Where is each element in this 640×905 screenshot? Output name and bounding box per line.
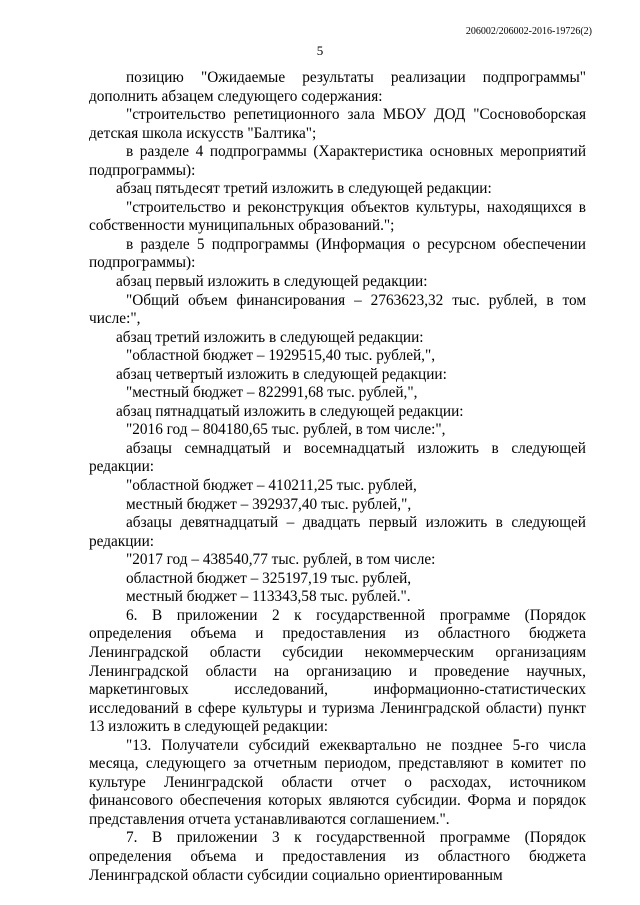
paragraph-fifteenth: абзац пятнадцатый изложить в следующей редакции: (116, 402, 464, 420)
paragraph-rehearsal-hall: "строительство репетиционного зала МБОУ ДОД "Сосновоборская детская школа искусств "Балтика"; (89, 106, 586, 142)
paragraph-item-7: 7. В приложении 3 к государственной программе (Порядок определения объема и предоставления из областного бюджета Ленинградской области субсидии социально ориентированным (89, 829, 586, 884)
paragraph-seventeenth: абзацы семнадцатый и восемнадцатый изложить в следующей редакции: (89, 439, 586, 476)
paragraph-local-2017: местный бюджет – 113343,58 тыс. рублей.". (126, 588, 411, 606)
paragraph-local-budget: "местный бюджет – 822991,68 тыс. рублей,", (126, 384, 418, 402)
paragraph-regional-2016: "областной бюджет – 410211,25 тыс. рублей, (126, 477, 417, 495)
paragraph-fifty-third: абзац пятьдесят третий изложить в следующей редакции: (116, 180, 492, 198)
page-number: 5 (316, 43, 324, 58)
paragraph-expected-results: позицию "Ожидаемые результаты реализации подпрограммы" дополнить абзацем следующего содержания: (89, 69, 586, 105)
paragraph-2016: "2016 год – 804180,65 тыс. рублей, в том числе:", (126, 421, 446, 439)
paragraph-regional-2017: областной бюджет – 325197,19 тыс. рублей, (126, 569, 412, 587)
document-body (89, 69, 586, 885)
paragraph-third: абзац третий изложить в следующей редакции: (116, 328, 424, 346)
paragraph-section-5: в разделе 5 подпрограммы (Информация о ресурсном обеспечении подпрограммы): (89, 235, 586, 272)
paragraph-item-6: 6. В приложении 2 к государственной программе (Порядок определения объема и предоставления из областного бюджета Ленинградской области субсидии некоммерческим организациям Ленинградской области на организацию и проведение научных, маркетинговых исследований, информационно-статистических исследований в сфере культуры и туризма Ленинградской области) пункт 13 изложить в следующей редакции: (89, 606, 586, 736)
paragraph-2017: "2017 год – 438540,77 тыс. рублей, в том числе: (126, 551, 436, 569)
paragraph-first: абзац первый изложить в следующей редакции: (116, 273, 428, 291)
paragraph-section-4: в разделе 4 подпрограммы (Характеристика основных мероприятий подпрограммы): (89, 143, 586, 179)
paragraph-item-13: "13. Получатели субсидий ежеквартально не позднее 5-го числа месяца, следующего за отчетным периодом, представляют в комитет по культуре Ленинградской области отчет о расходах, источником финансового обеспечения которых являются субсидии. Форма и порядок представления отчета устанавливаются соглашением.". (89, 736, 586, 828)
paragraph-total-financing: "Общий объем финансирования – 2763623,32 тыс. рублей, в том числе:", (89, 291, 586, 328)
document-id: 206002/206002-2016-19726(2) (465, 26, 592, 37)
paragraph-nineteenth: абзацы девятнадцатый – двадцать первый изложить в следующей редакции: (89, 514, 586, 550)
paragraph-fourth: абзац четвертый изложить в следующей редакции: (116, 365, 447, 383)
paragraph-culture-objects: "строительство и реконструкция объектов культуры, находящихся в собственности муниципальных образований."; (89, 198, 586, 235)
paragraph-regional-budget: "областной бюджет – 1929515,40 тыс. рублей,", (126, 347, 436, 365)
paragraph-local-2016: местный бюджет – 392937,40 тыс. рублей,", (126, 495, 412, 513)
